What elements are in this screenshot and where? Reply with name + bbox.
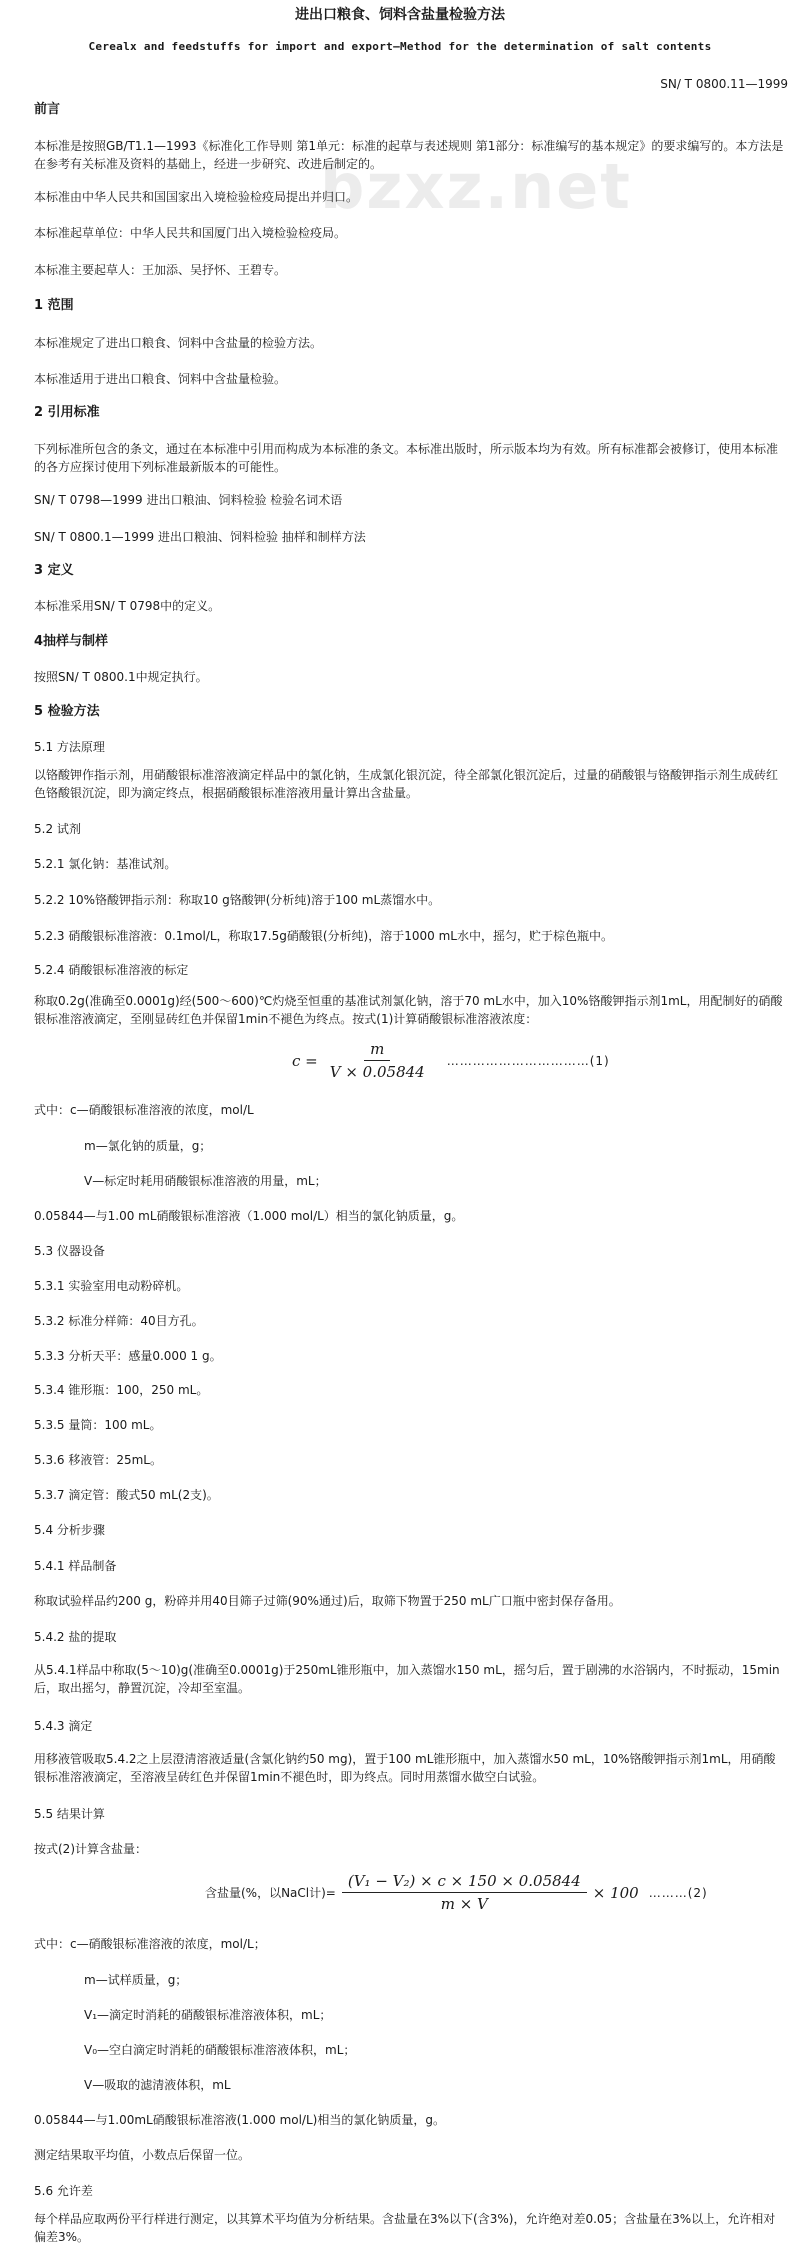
subsection-heading: 5.6 允许差 xyxy=(34,2184,93,2198)
subsection-heading: 5.4.3 滴定 xyxy=(34,1719,93,1733)
equipment-item: 5.3.4 锥形瓶：100，250 mL。 xyxy=(34,1383,209,1397)
section-heading: 2 引用标准 xyxy=(34,405,100,420)
reference-item: SN/ T 0798—1999 进出口粮油、饲料检验 检验名词术语 xyxy=(34,493,343,507)
section-paragraph: 本标准适用于进出口粮食、饲料中含盐量检验。 xyxy=(34,372,287,386)
formula-2-fraction xyxy=(342,1872,587,1913)
section-paragraph: 用移液管吸取5.4.2之上层澄清溶液适量(含氯化钠约50 mg)，置于100 mL锥形瓶中，加入蒸馏水50 mL，10%铬酸钾指示剂1mL，用硝酸银标准溶液滴定，至溶液呈砖红色并保留1min不褪色时，即为终点。同时用蒸馏水做空白试验。 xyxy=(34,1752,776,1784)
formula-2-number: ………(2) xyxy=(648,1885,708,1900)
subsection-heading: 5.4 分析步骤 xyxy=(34,1523,105,1537)
where-clause: V—标定时耗用硝酸银标准溶液的用量，mL； xyxy=(84,1174,327,1188)
section-paragraph: 按式(2)计算含盐量： xyxy=(34,1842,147,1856)
where-clause: V₀—空白滴定时消耗的硝酸银标准溶液体积，mL； xyxy=(84,2043,356,2057)
reagent-item: 5.2.3 硝酸银标准溶液：0.1mol/L，称取17.5g硝酸银(分析纯)，溶于1000 mL水中，摇匀，贮于棕色瓶中。 xyxy=(34,929,613,943)
reagent-item: 5.2.1 氯化钠：基准试剂。 xyxy=(34,857,177,871)
section-paragraph: 按照SN/ T 0800.1中规定执行。 xyxy=(34,670,208,684)
formula-2-numerator: (V₁ − V₂) × c × 150 × 0.05844 xyxy=(342,1872,587,1893)
document-subtitle: Cerealx and feedstuffs for import and export—Method for the determination of salt contents xyxy=(88,40,712,53)
equipment-item: 5.3.2 标准分样筛：40目方孔。 xyxy=(34,1314,204,1328)
equipment-item: 5.3.3 分析天平：感量0.000 1 g。 xyxy=(34,1349,222,1363)
subsection-heading: 5.4.2 盐的提取 xyxy=(34,1630,117,1644)
standard-number: SN/ T 0800.11—1999 xyxy=(660,77,788,91)
where-clause: V₁—滴定时消耗的硝酸银标准溶液体积，mL； xyxy=(84,2008,332,2022)
section-paragraph: 称取试验样品约200 g，粉碎并用40目筛子过筛(90%通过)后，取筛下物置于250 mL广口瓶中密封保存备用。 xyxy=(34,1594,621,1608)
formula-1-lhs: c = xyxy=(292,1051,318,1070)
where-clause: m—氯化钠的质量，g； xyxy=(84,1139,212,1153)
section-paragraph: 从5.4.1样品中称取(5～10)g(准确至0.0001g)于250mL锥形瓶中，加入蒸馏水150 mL，摇匀后，置于剧沸的水浴锅内，不时振动，15min后，取出摇匀，静置沉淀，冷却至室温。 xyxy=(34,1663,780,1695)
subsection-heading: 5.4.1 样品制备 xyxy=(34,1559,117,1573)
where-clause: 式中：c—硝酸银标准溶液的浓度，mol/L； xyxy=(34,1937,266,1951)
document-title: 进出口粮食、饲料含盐量检验方法 xyxy=(295,7,505,23)
where-clause: 式中：c—硝酸银标准溶液的浓度，mol/L xyxy=(34,1103,254,1117)
equipment-item: 5.3.6 移液管：25mL。 xyxy=(34,1453,162,1467)
section-heading: 5 检验方法 xyxy=(34,704,100,719)
formula-2-lhs: 含盐量(%，以NaCl计)= xyxy=(205,1886,336,1900)
subsection-heading: 5.5 结果计算 xyxy=(34,1807,105,1821)
reagent-item: 5.2.4 硝酸银标准溶液的标定 xyxy=(34,963,189,977)
formula-1-fraction xyxy=(324,1040,431,1081)
subsection-heading: 5.3 仪器设备 xyxy=(34,1244,105,1258)
equipment-item: 5.3.7 滴定管：酸式50 mL(2支)。 xyxy=(34,1488,219,1502)
foreword-paragraph: 本标准由中华人民共和国国家出入境检验检疫局提出并归口。 xyxy=(34,190,359,204)
formula-1-number: ……………………………(1) xyxy=(446,1053,610,1068)
equipment-item: 5.3.5 量筒：100 mL。 xyxy=(34,1418,162,1432)
section-paragraph: 每个样品应取两份平行样进行测定，以其算术平均值为分析结果。含盐量在3%以下(含3%)，允许绝对差0.05；含盐量在3%以上，允许相对偏差3%。 xyxy=(34,2212,776,2244)
equipment-item: 5.3.1 实验室用电动粉碎机。 xyxy=(34,1279,189,1293)
foreword-paragraph: 本标准是按照GB/T1.1—1993《标准化工作导则 第1单元：标准的起草与表述规则 第1部分：标准编写的基本规定》的要求编写的。本方法是在参考有关标准及资料的基础上，经进一步研究、改进后制定的。 xyxy=(34,139,784,171)
subsection-heading: 5.1 方法原理 xyxy=(34,740,105,754)
formula-2-denominator: m × V xyxy=(440,1895,488,1913)
where-clause: 0.05844—与1.00 mL硝酸银标准溶液（1.000 mol/L）相当的氯化钠质量，g。 xyxy=(34,1209,464,1223)
foreword-heading: 前言 xyxy=(34,102,61,117)
foreword-paragraph: 本标准起草单位：中华人民共和国厦门出入境检验检疫局。 xyxy=(34,226,347,240)
reference-item: SN/ T 0800.1—1999 进出口粮油、饲料检验 抽样和制样方法 xyxy=(34,530,366,544)
section-heading: 3 定义 xyxy=(34,563,74,578)
subsection-heading: 5.2 试剂 xyxy=(34,822,81,836)
formula-1 xyxy=(292,1040,610,1081)
section-paragraph: 本标准规定了进出口粮食、饲料中含盐量的检验方法。 xyxy=(34,336,323,350)
watermark: bzxz.net xyxy=(320,150,632,223)
section-paragraph: 以铬酸钾作指示剂，用硝酸银标准溶液滴定样品中的氯化钠，生成氯化银沉淀，待全部氯化银沉淀后，过量的硝酸银与铬酸钾指示剂生成砖红色铬酸银沉淀，即为滴定终点，根据硝酸银标准溶液用量计算出含盐量。 xyxy=(34,768,779,800)
foreword-paragraph: 本标准主要起草人：王加添、吴抒怀、王碧专。 xyxy=(34,263,287,277)
section-heading: 4抽样与制样 xyxy=(34,634,109,649)
section-paragraph: 本标准采用SN/ T 0798中的定义。 xyxy=(34,599,221,613)
where-clause: m—试样质量，g； xyxy=(84,1973,188,1987)
where-clause: 0.05844—与1.00mL硝酸银标准溶液(1.000 mol/L)相当的氯化钠质量，g。 xyxy=(34,2113,445,2127)
formula-2-multiplier: × 100 xyxy=(592,1883,639,1902)
where-clause: V—吸取的滤清液体积，mL xyxy=(84,2078,231,2092)
section-paragraph: 下列标准所包含的条文，通过在本标准中引用而构成为本标准的条文。本标准出版时，所示版本均为有效。所有标准都会被修订，使用本标准的各方应探讨使用下列标准最新版本的可能性。 xyxy=(34,442,779,474)
formula-2 xyxy=(205,1872,708,1913)
formula-1-numerator: m xyxy=(364,1040,390,1061)
reagent-item: 5.2.2 10%铬酸钾指示剂：称取10 g铬酸钾(分析纯)溶于100 mL蒸馏水中。 xyxy=(34,893,441,907)
section-heading: 1 范围 xyxy=(34,298,74,313)
formula-1-denominator: V × 0.05844 xyxy=(329,1063,425,1081)
section-paragraph: 称取0.2g(准确至0.0001g)经(500～600)℃灼烧至恒重的基准试剂氯化钠，溶于70 mL水中，加入10%铬酸钾指示剂1mL，用配制好的硝酸银标准溶液滴定，至刚显砖红色并保留1min不褪色为终点。按式(1)计算硝酸银标准溶液浓度： xyxy=(34,994,783,1026)
section-paragraph: 测定结果取平均值，小数点后保留一位。 xyxy=(34,2148,251,2162)
